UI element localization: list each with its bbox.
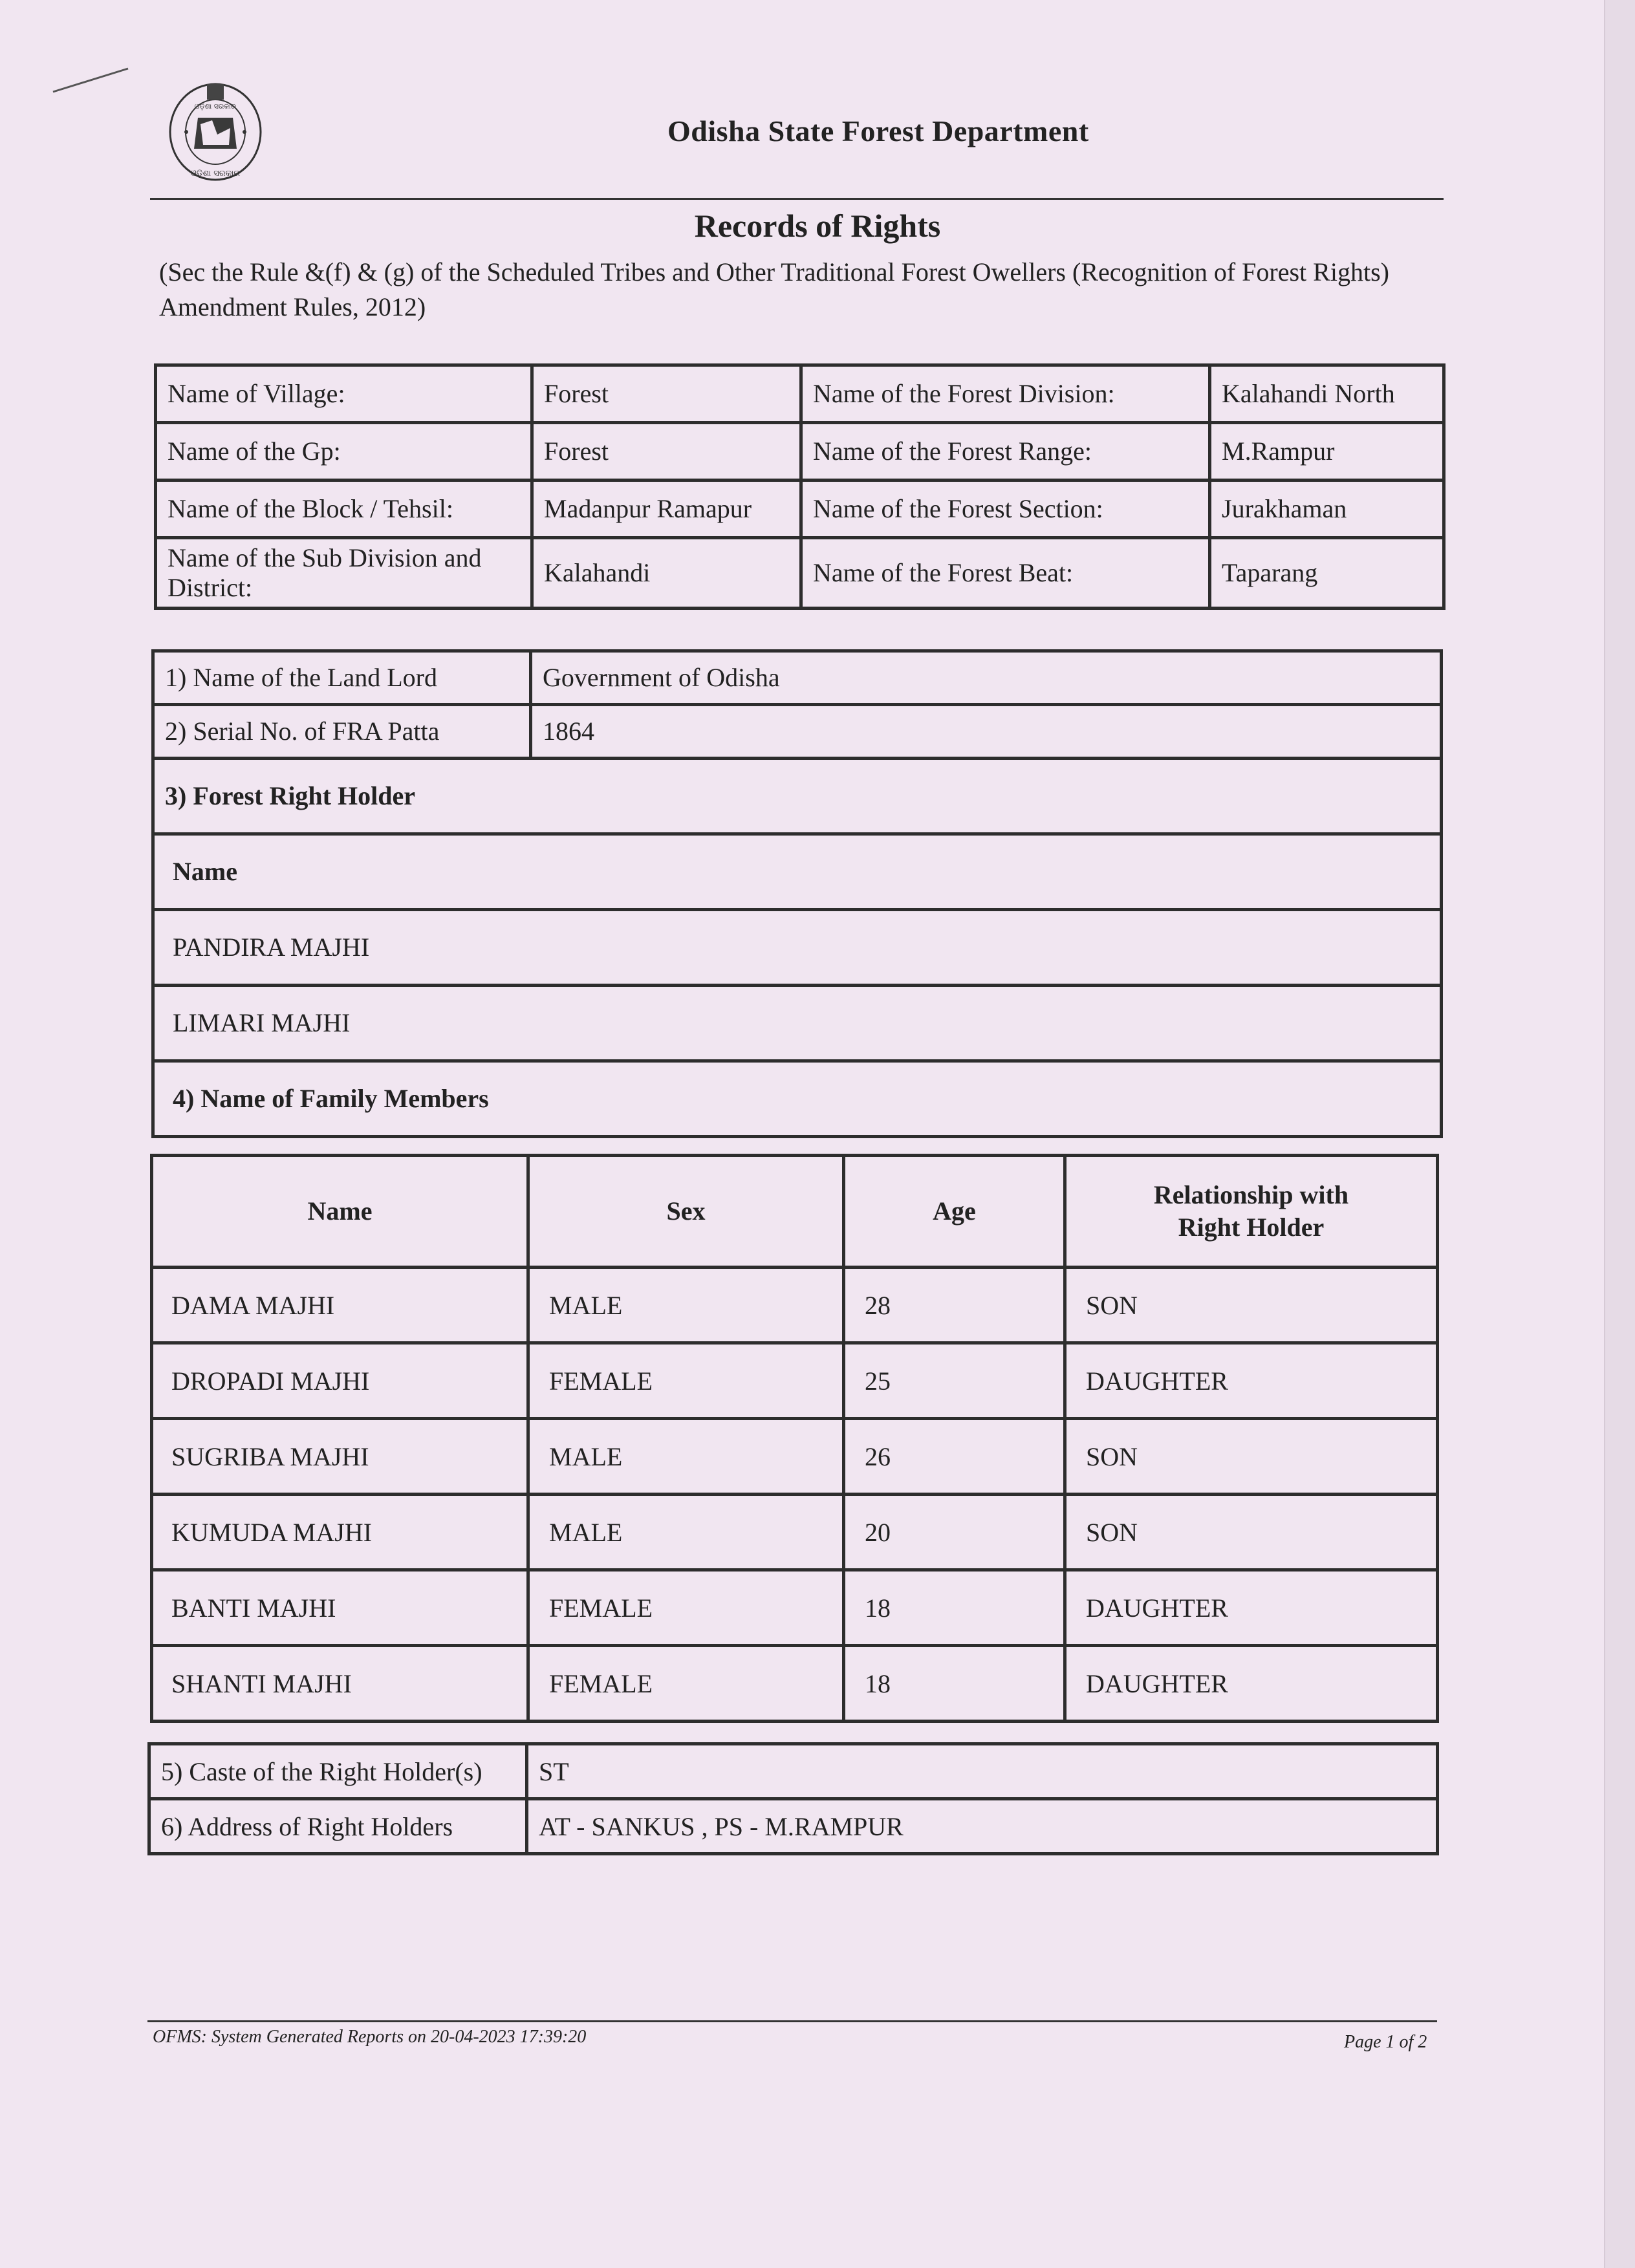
sub-division-value: Kalahandi <box>532 538 801 609</box>
table-row <box>156 538 1444 609</box>
header-divider <box>150 198 1444 200</box>
name-heading: Name <box>153 834 1442 910</box>
member-age: 18 <box>844 1570 1065 1646</box>
table-row <box>153 705 1442 759</box>
member-name: SUGRIBA MAJHI <box>152 1419 528 1495</box>
table-row <box>152 1495 1438 1570</box>
column-header-name: Name <box>152 1156 528 1268</box>
department-title: Odisha State Forest Department <box>667 114 1089 147</box>
table-row <box>156 481 1444 538</box>
member-sex: MALE <box>528 1419 844 1495</box>
member-sex: MALE <box>528 1495 844 1570</box>
table-row <box>152 1343 1438 1419</box>
member-relation: DAUGHTER <box>1065 1646 1438 1722</box>
address-value: AT - SANKUS , PS - M.RAMPUR <box>527 1799 1438 1854</box>
member-sex: FEMALE <box>528 1570 844 1646</box>
table-row <box>156 365 1444 423</box>
member-sex: FEMALE <box>528 1343 844 1419</box>
right-holder-name: LIMARI MAJHI <box>153 986 1442 1061</box>
forest-beat-value: Taparang <box>1210 538 1444 609</box>
column-header-sex: Sex <box>528 1156 844 1268</box>
table-row <box>149 1799 1438 1854</box>
forest-section-value: Jurakhaman <box>1210 481 1444 538</box>
serial-label: 2) Serial No. of FRA Patta <box>153 705 531 759</box>
caste-label: 5) Caste of the Right Holder(s) <box>149 1744 527 1799</box>
table-row <box>153 1061 1442 1137</box>
gp-value: Forest <box>532 423 801 481</box>
member-relation: DAUGHTER <box>1065 1570 1438 1646</box>
emblem-lettering-bottom: ଓଡ଼ିଶା ସରକାର <box>190 169 241 178</box>
member-name: KUMUDA MAJHI <box>152 1495 528 1570</box>
emblem-lettering-top: ଓଡ଼ିଶା ସରକାର <box>194 102 237 111</box>
table-row <box>156 423 1444 481</box>
block-value: Madanpur Ramapur <box>532 481 801 538</box>
table-row <box>152 1570 1438 1646</box>
table-row <box>153 759 1442 834</box>
forest-range-label: Name of the Forest Range: <box>801 423 1210 481</box>
forest-beat-label: Name of the Forest Beat: <box>801 538 1210 609</box>
table-row <box>152 1419 1438 1495</box>
address-label: 6) Address of Right Holders <box>149 1799 527 1854</box>
family-heading: 4) Name of Family Members <box>153 1061 1442 1137</box>
details-table <box>151 649 1443 1138</box>
member-relation: SON <box>1065 1419 1438 1495</box>
member-relation: SON <box>1065 1268 1438 1343</box>
caste-address-table <box>147 1742 1439 1855</box>
column-header-relationship: Relationship with Right Holder <box>1065 1156 1438 1268</box>
table-row <box>149 1744 1438 1799</box>
serial-value: 1864 <box>531 705 1442 759</box>
block-label: Name of the Block / Tehsil: <box>156 481 532 538</box>
land-lord-value: Government of Odisha <box>531 651 1442 705</box>
document-subtitle: (Sec the Rule &(f) & (g) of the Scheduled Tribes and Other Traditional Forest Owellers (Recognition of Forest Rights) Amendment Rules, 2012) <box>159 257 1389 321</box>
footer-generated-note: OFMS: System Generated Reports on 20-04-2023 17:39:20 <box>153 2027 587 2047</box>
sub-division-label: Name of the Sub Division and District: <box>156 538 532 609</box>
member-age: 25 <box>844 1343 1065 1419</box>
location-table <box>154 363 1446 610</box>
member-relation: DAUGHTER <box>1065 1343 1438 1419</box>
member-age: 26 <box>844 1419 1065 1495</box>
member-name: BANTI MAJHI <box>152 1570 528 1646</box>
table-row <box>153 834 1442 910</box>
table-header-row <box>152 1156 1438 1268</box>
right-holder-heading: 3) Forest Right Holder <box>153 759 1442 834</box>
list-item <box>153 986 1442 1061</box>
land-lord-label: 1) Name of the Land Lord <box>153 651 531 705</box>
table-row <box>152 1646 1438 1722</box>
forest-division-value: Kalahandi North <box>1210 365 1444 423</box>
forest-section-label: Name of the Forest Section: <box>801 481 1210 538</box>
list-item <box>153 910 1442 986</box>
odisha-emblem-icon <box>167 72 264 184</box>
forest-range-value: M.Rampur <box>1210 423 1444 481</box>
table-row <box>152 1268 1438 1343</box>
village-label: Name of Village: <box>156 365 532 423</box>
member-sex: MALE <box>528 1268 844 1343</box>
page-number: Page 1 of 2 <box>1344 2032 1427 2052</box>
forest-division-label: Name of the Forest Division: <box>801 365 1210 423</box>
caste-value: ST <box>527 1744 1438 1799</box>
member-age: 20 <box>844 1495 1065 1570</box>
right-holder-name: PANDIRA MAJHI <box>153 910 1442 986</box>
gp-label: Name of the Gp: <box>156 423 532 481</box>
member-age: 18 <box>844 1646 1065 1722</box>
document-title: Records of Rights <box>694 208 941 244</box>
member-name: SHANTI MAJHI <box>152 1646 528 1722</box>
family-members-table <box>150 1154 1439 1723</box>
member-relation: SON <box>1065 1495 1438 1570</box>
table-row <box>153 651 1442 705</box>
member-sex: FEMALE <box>528 1646 844 1722</box>
pen-stroke-mark <box>52 65 129 97</box>
member-age: 28 <box>844 1268 1065 1343</box>
member-name: DROPADI MAJHI <box>152 1343 528 1419</box>
member-name: DAMA MAJHI <box>152 1268 528 1343</box>
column-header-age: Age <box>844 1156 1065 1268</box>
footer-divider <box>147 2020 1437 2022</box>
village-value: Forest <box>532 365 801 423</box>
